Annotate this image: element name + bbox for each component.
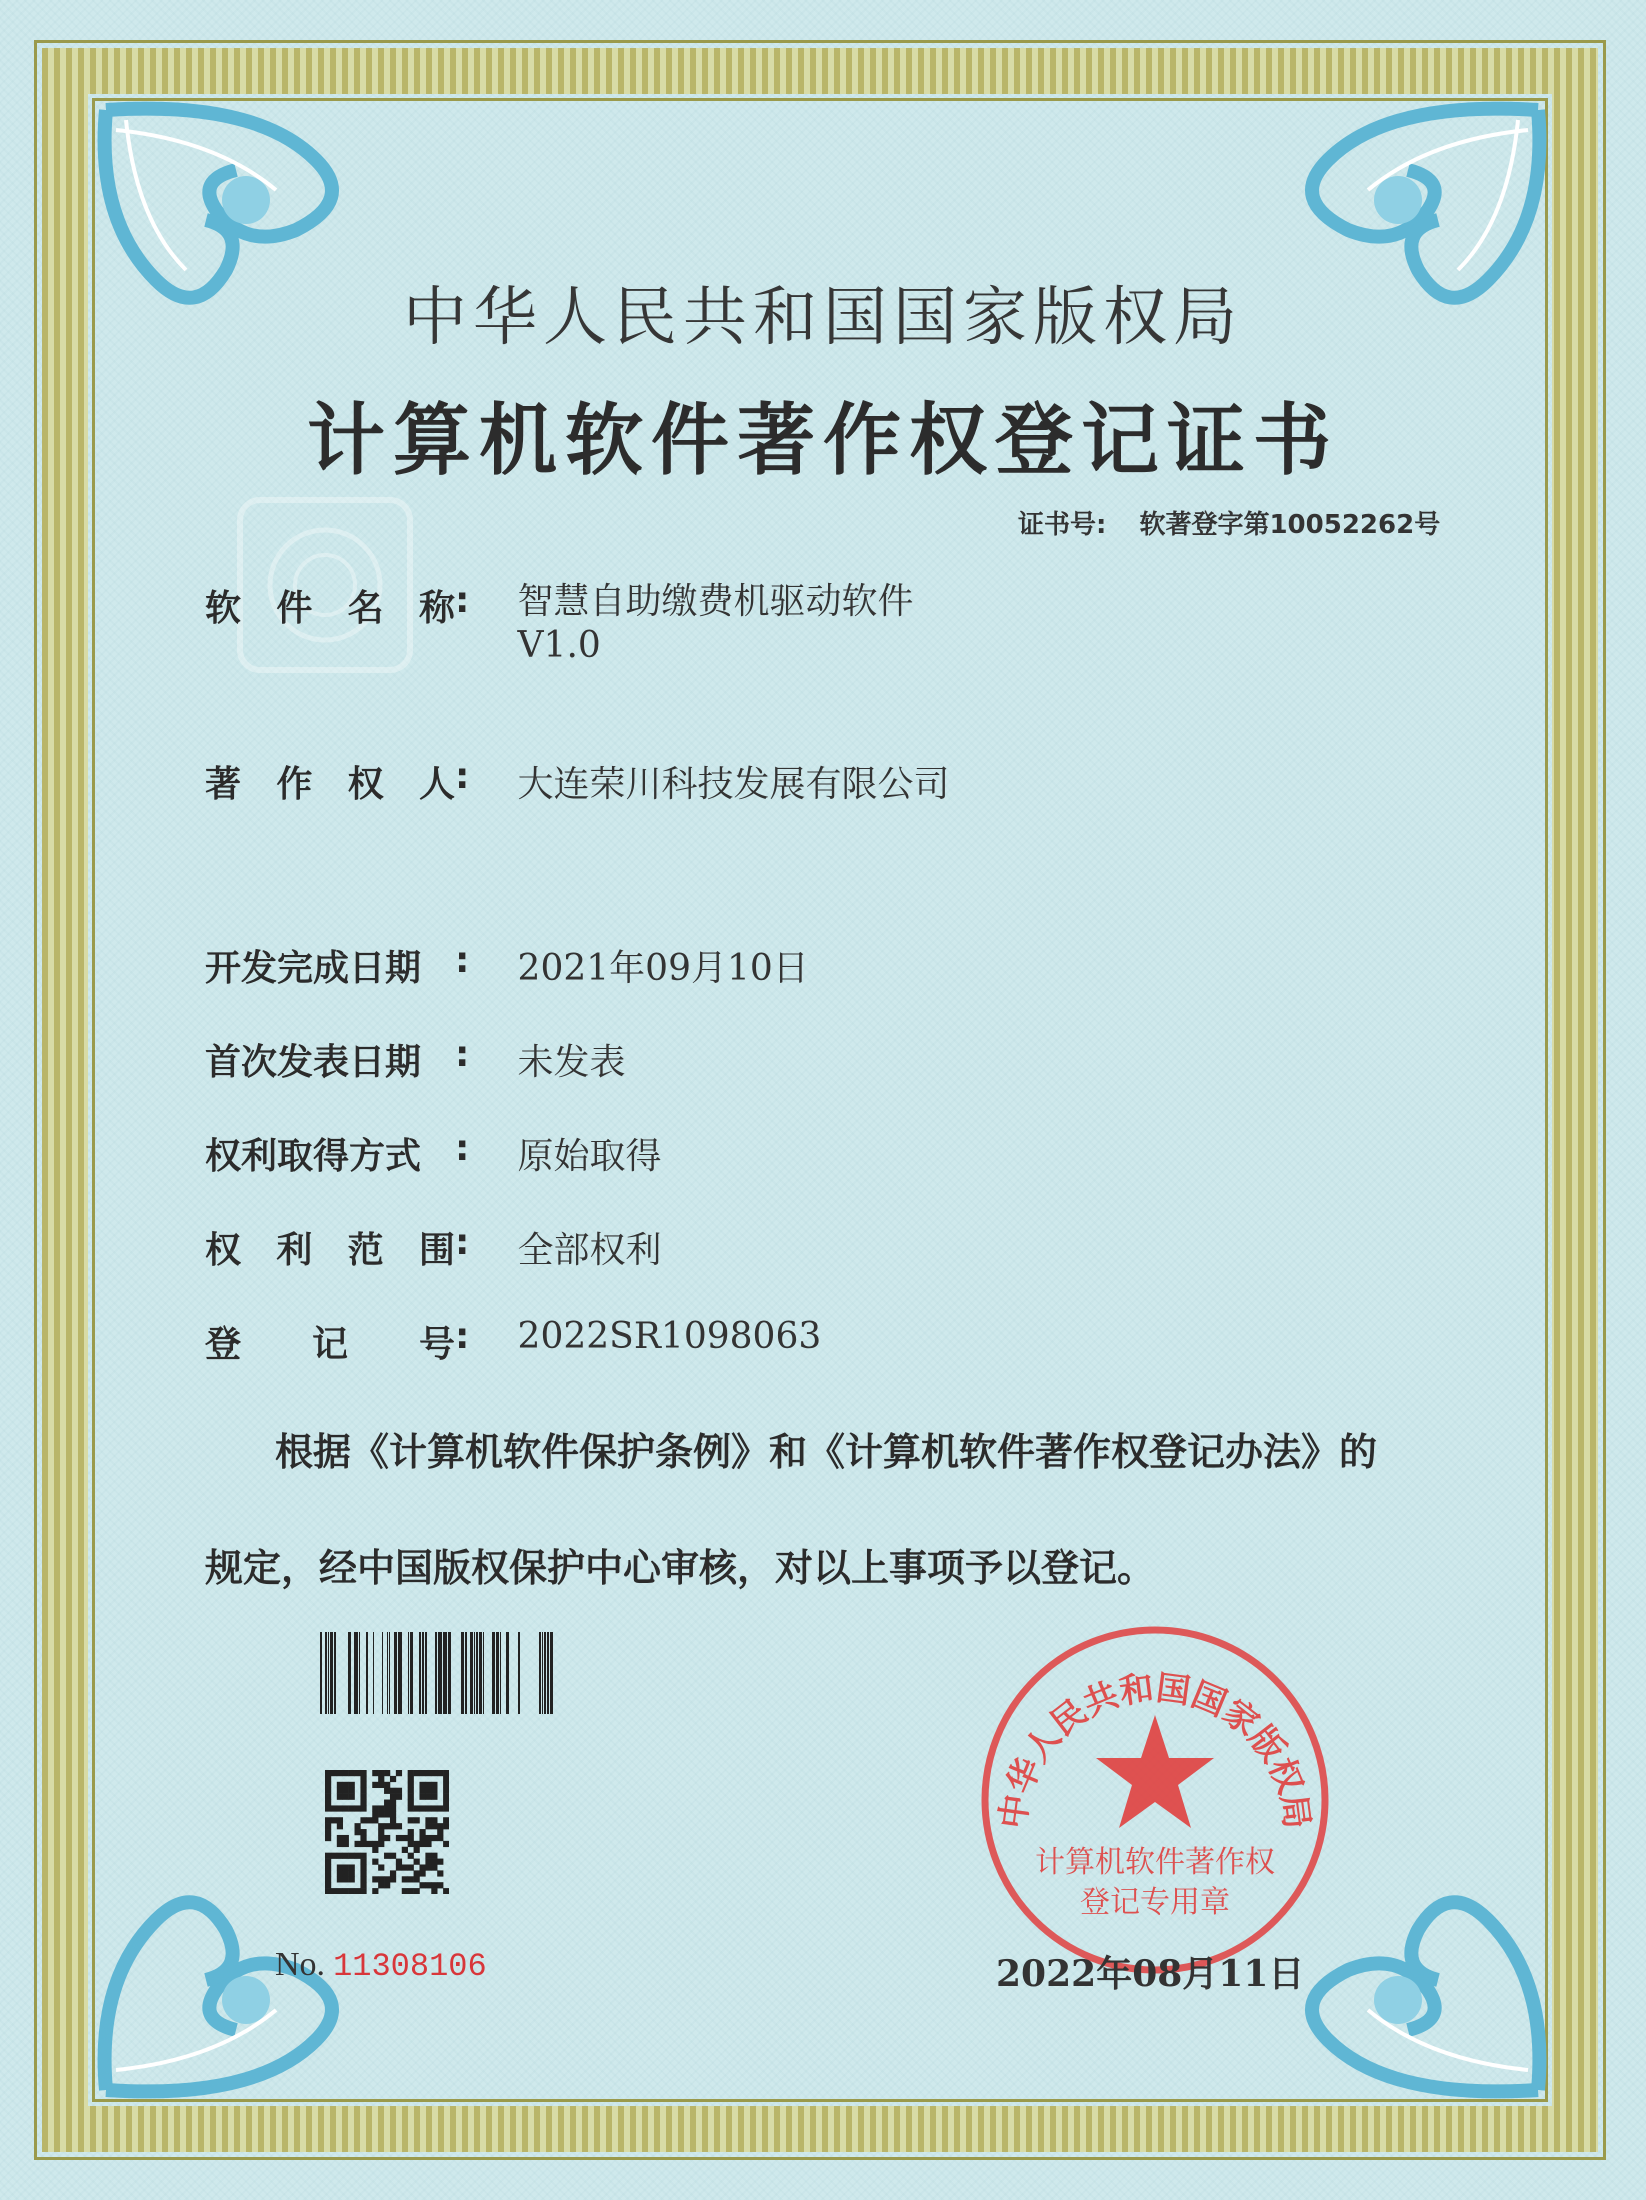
scope-label: 权 利 范 围 :: [205, 1222, 470, 1271]
issuing-authority: 中华人民共和国国家版权局: [403, 281, 1243, 355]
certificate-number-value: 软著登字第10052262号: [1139, 510, 1441, 540]
dev-date-label: 开发完成日期 :: [205, 940, 470, 989]
registration-number-label: 登 记 号 :: [205, 1316, 470, 1365]
owner-label: 著 作 权 人 :: [205, 756, 470, 805]
seal-ring-text: 中华人民共和国国家版权局: [993, 1668, 1317, 1832]
registration-number-value: 2022SR1098063: [517, 1316, 822, 1357]
field-owner: [205, 756, 950, 807]
software-name-value: 智慧自助缴费机驱动软件 V1.0: [517, 581, 914, 666]
statement-line-2: 规定，经中国版权保护中心审核，对以上事项予以登记。: [205, 1545, 1156, 1590]
qr-code: [325, 1770, 449, 1894]
owner-value: 大连荣川科技发展有限公司: [517, 764, 950, 805]
field-scope: [205, 1222, 662, 1273]
field-software-name: [205, 580, 914, 668]
seal-line-2: 登记专用章: [1080, 1885, 1230, 1920]
dev-date-value: 2021年09月10日: [517, 948, 809, 989]
serial-number-value: 11308106: [333, 1948, 487, 1985]
field-dev-date: [205, 940, 809, 991]
serial-number-prefix: No.: [275, 1946, 326, 1983]
serial-number: [275, 1946, 487, 1985]
seal-star-icon: [1096, 1715, 1214, 1828]
field-acquisition: [205, 1128, 662, 1179]
pub-date-value: 未发表: [517, 1042, 626, 1083]
issue-date: 2022年08月11日: [996, 1953, 1305, 1995]
acquisition-label: 权利取得方式 :: [205, 1128, 470, 1177]
field-registration-number: [205, 1316, 821, 1367]
barcode: [320, 1632, 556, 1714]
official-seal: [965, 1610, 1345, 1990]
field-pub-date: [205, 1034, 626, 1085]
statement-line-1: 根据《计算机软件保护条例》和《计算机软件著作权登记办法》的: [275, 1429, 1378, 1474]
certificate-title: 计算机软件著作权登记证书: [306, 395, 1339, 486]
software-name-label: 软 件 名 称 :: [205, 580, 470, 629]
seal-line-1: 计算机软件著作权: [1035, 1845, 1275, 1880]
pub-date-label: 首次发表日期 :: [205, 1034, 470, 1083]
statement: [205, 1394, 1455, 1626]
acquisition-value: 原始取得: [517, 1136, 662, 1177]
certificate-number: [1018, 504, 1440, 541]
certificate-number-label: 证书号:: [1018, 510, 1107, 540]
scope-value: 全部权利: [517, 1230, 662, 1271]
